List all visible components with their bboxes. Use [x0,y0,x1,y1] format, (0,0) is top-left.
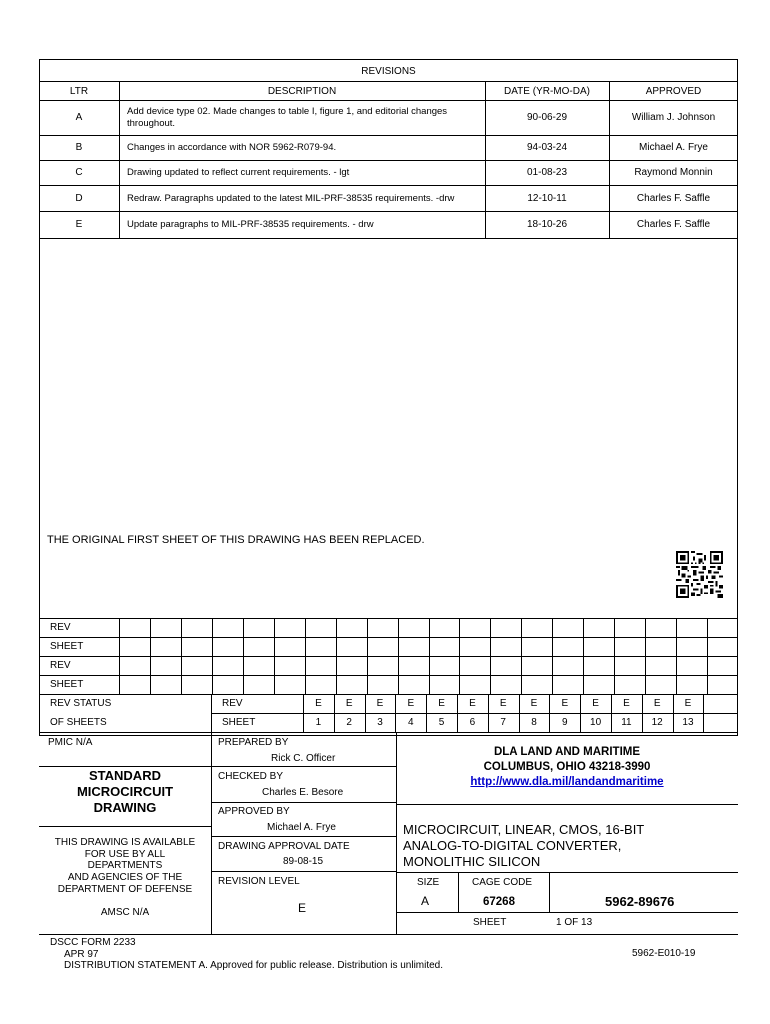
status-sheet-cell: 10 [590,717,602,728]
status-rev-cell: E [407,698,415,709]
status-sheet-cell: 7 [500,717,506,728]
status-rev-cell: E [315,698,322,709]
revision-row-description: Drawing updated to reflect current requirements. - lgt [127,167,350,178]
drawing-title-2: ANALOG-TO-DIGITAL CONVERTER, [403,838,622,853]
status-rev-cell: E [376,698,384,709]
approved-header: APPROVED [645,86,702,97]
status-rev-cell: E [345,698,353,709]
status-rev-cell: E [530,698,538,709]
status-rev-cell: E [469,698,476,709]
form-date: APR 97 [64,949,99,960]
org-url-link[interactable]: http://www.dla.mil/landandmaritime [470,776,664,788]
revision-row-date: 94-03-24 [526,142,568,153]
revision-row-approved: Charles F. Saffle [636,219,711,230]
availability-2: FOR USE BY ALL [84,849,166,860]
revision-row-ltr: A [75,112,83,123]
status-sheet-cell: 6 [469,717,476,728]
sub-rev-label: REV [222,698,243,709]
rev-label: REV [50,622,71,633]
approval-date: 89-08-15 [283,856,324,867]
revision-row-approved: William J. Johnson [631,112,716,123]
status-sheet-cell: 3 [377,717,383,728]
revision-level: E [298,901,307,915]
standard-title-3: DRAWING [93,800,157,815]
status-sheet-cell: 11 [621,717,632,728]
revision-row-date: 90-06-29 [526,112,568,123]
description-header: DESCRIPTION [267,86,337,97]
cage-code-label: CAGE CODE [472,877,533,888]
status-rev-cell: E [499,698,507,709]
sheet-label: SHEET [50,641,84,652]
date-header: DATE (YR-MO-DA) [504,86,590,97]
revision-row-date: 12-10-11 [527,193,567,204]
drawing-title-1: MICROCIRCUIT, LINEAR, CMOS, 16-BIT [403,822,645,837]
qr-code-icon [676,551,723,598]
standard-title-2: MICROCIRCUIT [76,784,174,799]
rev-label: REV [50,660,71,671]
sheet-count-label: SHEET [473,917,507,928]
prepared-by-label: PREPARED BY [218,737,289,748]
size-label: SIZE [417,877,440,888]
status-sheet-cell: 1 [315,717,322,728]
standard-title-1: STANDARD [89,768,161,783]
org-address: COLUMBUS, OHIO 43218-3990 [483,761,651,773]
availability-3: DEPARTMENTS [87,860,163,871]
revision-row-description: Changes in accordance with NOR 5962-R079-94. [127,142,337,153]
sheet-count: 1 OF 13 [556,917,593,928]
status-sheet-cell: 5 [438,717,445,728]
size-value: A [421,894,430,908]
status-rev-cell: E [438,698,445,709]
availability-1: THIS DRAWING IS AVAILABLE [54,837,196,848]
status-rev-cell: E [623,698,630,709]
revision-row-description-cont: throughout. [127,118,176,129]
revision-row-ltr: D [75,193,83,204]
status-rev-cell: E [684,698,692,709]
approval-date-label: DRAWING APPROVAL DATE [218,841,350,852]
revisions-title: REVISIONS [361,66,416,77]
status-sheet-cell: 8 [531,717,537,728]
revision-row-approved: Raymond Monnin [634,167,713,178]
org-name: DLA LAND AND MARITIME [493,746,641,758]
revision-row-date: 18-10-26 [526,219,568,230]
sub-sheet-label: SHEET [222,717,256,728]
drawing-title-3: MONOLITHIC SILICON [403,854,541,869]
of-sheets-label: OF SHEETS [50,717,107,728]
status-sheet-cell: 13 [682,717,694,728]
status-rev-cell: E [653,698,661,709]
revision-row-ltr: B [75,142,83,153]
form-number: DSCC FORM 2233 [50,937,136,948]
revision-row-date: 01-08-23 [526,167,568,178]
ltr-header: LTR [69,86,89,97]
status-rev-cell: E [592,698,599,709]
distribution-statement: DISTRIBUTION STATEMENT A. Approved for public release. Distribution is unlimited. [64,960,444,971]
status-sheet-cell: 4 [408,717,414,728]
revision-row-ltr: C [75,167,83,178]
revision-row-description: Redraw. Paragraphs updated to the latest MIL-PRF-38535 requirements. -drw [127,193,455,204]
approved-by-label: APPROVED BY [218,806,290,817]
revision-row-approved: Charles F. Saffle [636,193,711,204]
sheet-label: SHEET [50,679,84,690]
amsc: AMSC N/A [100,907,150,918]
status-rev-cell: E [561,698,569,709]
drawing-number: 5962-89676 [605,894,675,909]
checked-by: Charles E. Besore [262,787,344,798]
checked-by-label: CHECKED BY [218,771,284,782]
status-sheet-cell: 9 [562,717,568,728]
availability-5: DEPARTMENT OF DEFENSE [57,884,193,895]
revision-row-approved: Michael A. Frye [639,142,708,153]
cage-code-value: 67268 [483,896,515,908]
revision-row-description: Update paragraphs to MIL-PRF-38535 requirements. - drw [127,219,374,230]
status-sheet-cell: 2 [346,717,352,728]
status-sheet-cell: 12 [651,717,663,728]
pmic: PMIC N/A [48,737,93,748]
prepared-by: Rick C. Officer [271,753,336,764]
revision-level-label: REVISION LEVEL [218,876,300,887]
approved-by: Michael A. Frye [267,822,336,833]
replaced-notice: THE ORIGINAL FIRST SHEET OF THIS DRAWING HAS BEEN REPLACED. [47,534,425,546]
availability-4: AND AGENCIES OF THE [67,872,183,883]
document-code: 5962-E010-19 [632,948,696,959]
rev-status-label: REV STATUS [50,698,112,709]
revision-row-ltr: E [75,219,83,230]
revision-row-description: Add device type 02. Made changes to table I, figure 1, and editorial changes [127,106,448,117]
